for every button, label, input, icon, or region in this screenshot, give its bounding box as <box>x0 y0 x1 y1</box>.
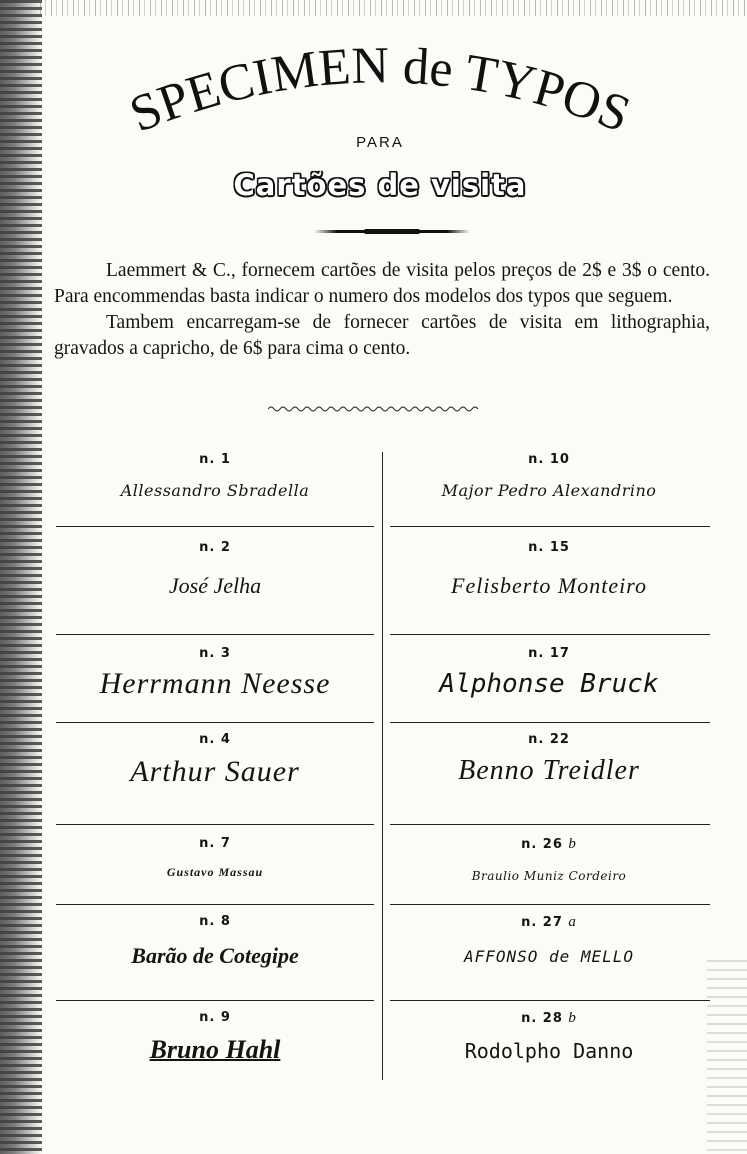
specimen-sample: José Jelha <box>168 573 262 598</box>
specimen-n10 <box>390 452 708 500</box>
specimen-sample: Gustavo Massau <box>166 865 264 879</box>
document-title-text: SPECIMEN de TYPOS <box>122 37 638 144</box>
specimen-sample: Allessandro Sbradella <box>120 481 310 500</box>
specimen-sample: Arthur Sauer <box>130 755 300 788</box>
para-label: PARA <box>356 134 404 151</box>
specimen-n17 <box>390 646 708 699</box>
specimen-number: n. 3 <box>199 646 231 661</box>
specimen-n4 <box>56 732 374 789</box>
specimen-number: n. 2 <box>199 540 231 555</box>
specimen-number: n. 26 b <box>521 836 577 852</box>
specimen-number-suffix: b <box>568 1010 577 1026</box>
specimen-sample: Braulio Muniz Cordeiro <box>471 869 627 883</box>
specimen-sample: Alphonse Bruck <box>439 669 659 699</box>
specimen-number-suffix: a <box>568 914 577 930</box>
specimen-number: n. 9 <box>199 1010 231 1025</box>
specimen-sample: Bruno Hahl <box>149 1035 281 1064</box>
row-rule <box>390 634 710 635</box>
specimen-n22 <box>390 732 708 787</box>
intro-paragraph-2: Tambem encarregam-se de fornecer cartões de visita em lithographia, gravados a capricho, de 6$ para cima o cento. <box>54 312 710 359</box>
page-right-specks <box>707 960 747 1154</box>
row-rule <box>390 722 710 723</box>
specimen-n3 <box>56 646 374 701</box>
specimen-n8 <box>56 914 374 969</box>
specimen-number: n. 4 <box>199 732 231 747</box>
specimen-sample: Major Pedro Alexandrino <box>441 481 657 500</box>
specimen-number-suffix: b <box>568 836 577 852</box>
row-rule <box>390 1000 710 1001</box>
specimen-number: n. 27 a <box>521 914 577 930</box>
specimen-number: n. 7 <box>199 836 231 851</box>
specimen-sample: Barão de Cotegipe <box>131 943 299 968</box>
specimen-number: n. 1 <box>199 452 231 467</box>
row-rule <box>56 824 374 825</box>
row-rule <box>390 904 710 905</box>
svg-text:SPECIMEN de TYPOS <box>122 37 637 143</box>
intro-text <box>54 258 710 362</box>
specimen-sample: AFFONSO de MELLO <box>463 947 635 966</box>
specimen-number: n. 22 <box>528 732 570 747</box>
intro-paragraph-1: Laemmert & C., fornecem cartões de visita pelos preços de 2$ e 3$ o cento. Para encommendas basta indicar o numero dos modelos dos typos que seguem. <box>54 260 710 307</box>
page-top-edge <box>40 0 747 16</box>
specimen-sample: Herrmann Neesse <box>99 667 331 700</box>
specimen-number: n. 17 <box>528 646 570 661</box>
specimen-grid <box>56 444 712 1084</box>
specimen-n15 <box>390 540 708 599</box>
specimen-n2 <box>56 540 374 599</box>
specimen-number: n. 28 b <box>521 1010 577 1026</box>
ornamental-rule <box>314 230 470 233</box>
page-binding-edge <box>0 0 42 1154</box>
row-rule <box>56 634 374 635</box>
wavy-divider <box>268 404 480 414</box>
document-subtitle: Cartões de visita <box>233 168 527 202</box>
specimen-n28b <box>390 1010 708 1063</box>
specimen-n27a <box>390 914 708 966</box>
specimen-number: n. 10 <box>528 452 570 467</box>
row-rule <box>56 1000 374 1001</box>
specimen-n1 <box>56 452 374 500</box>
specimen-sample: Rodolpho Danno <box>464 1039 634 1063</box>
specimen-sample: Benno Treidler <box>458 755 640 786</box>
specimen-n7 <box>56 836 374 880</box>
specimen-sample: Felisberto Monteiro <box>451 573 647 598</box>
specimen-n26b <box>390 836 708 883</box>
row-rule <box>390 824 710 825</box>
column-divider <box>382 452 383 1080</box>
row-rule <box>390 526 710 527</box>
specimen-number: n. 8 <box>199 914 231 929</box>
row-rule <box>56 526 374 527</box>
row-rule <box>56 904 374 905</box>
specimen-n9 <box>56 1010 374 1065</box>
row-rule <box>56 722 374 723</box>
specimen-number: n. 15 <box>528 540 570 555</box>
